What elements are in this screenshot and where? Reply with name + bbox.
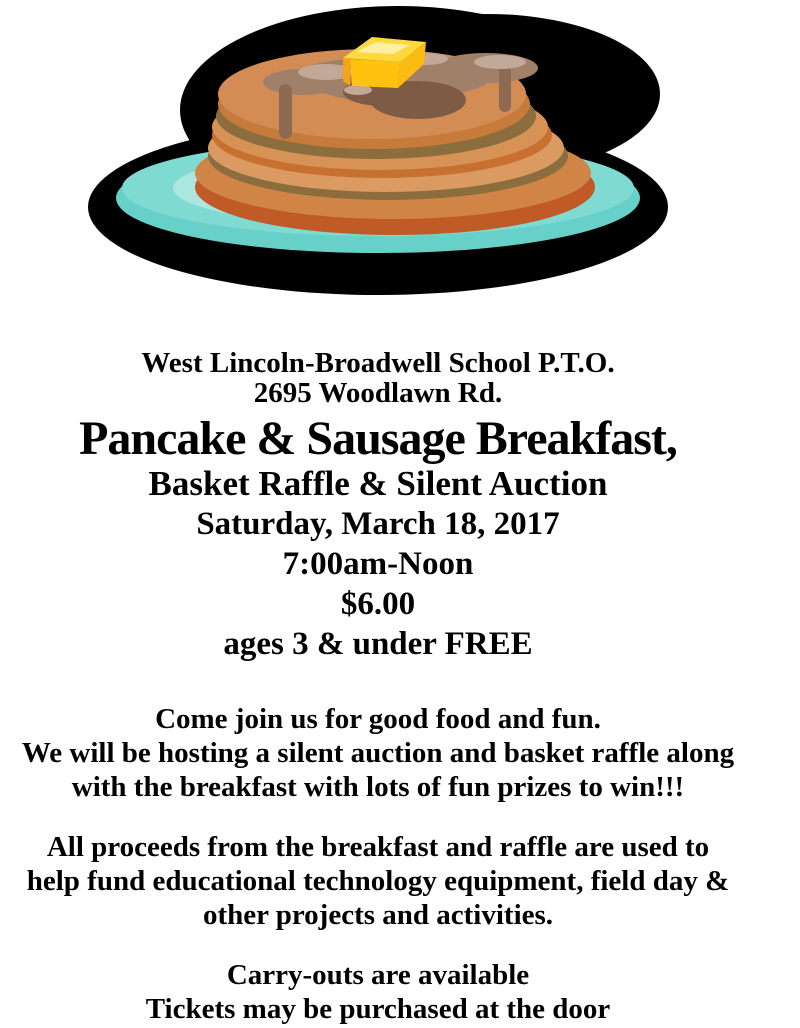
event-age-note: ages 3 & under FREE <box>223 626 533 662</box>
body-line: help fund educational technology equipment, field day & <box>26 865 730 897</box>
body-line: We will be hosting a silent auction and basket raffle along <box>21 737 735 769</box>
body-line: Come join us for good food and fun. <box>155 703 601 735</box>
organization-name: West Lincoln-Broadwell School P.T.O. <box>141 347 615 379</box>
body-line: All proceeds from the breakfast and raffle are used to <box>46 831 710 863</box>
event-details <box>0 504 756 664</box>
body-line: Carry-outs are available <box>226 959 530 991</box>
syrup-drip-left <box>279 84 292 139</box>
flyer <box>0 2 756 1026</box>
header-block <box>0 348 756 408</box>
paragraph-proceeds <box>0 830 756 932</box>
event-subtitle: Basket Raffle & Silent Auction <box>148 464 608 503</box>
paragraph-invitation <box>0 702 756 804</box>
body-line: with the breakfast with lots of fun prizes to win!!! <box>71 771 685 803</box>
body-line: Tickets may be purchased at the door <box>145 993 611 1025</box>
body-line: other projects and activities. <box>202 899 554 931</box>
pancake-plate-illustration <box>88 2 668 304</box>
event-price: $6.00 <box>340 586 416 622</box>
organization-address: 2695 Woodlawn Rd. <box>253 377 503 409</box>
event-title: Pancake & Sausage Breakfast, <box>79 412 677 465</box>
event-date: Saturday, March 18, 2017 <box>196 506 560 542</box>
butter-front-face <box>350 59 400 88</box>
event-time: 7:00am-Noon <box>282 546 474 582</box>
paragraph-tickets <box>0 958 756 1026</box>
